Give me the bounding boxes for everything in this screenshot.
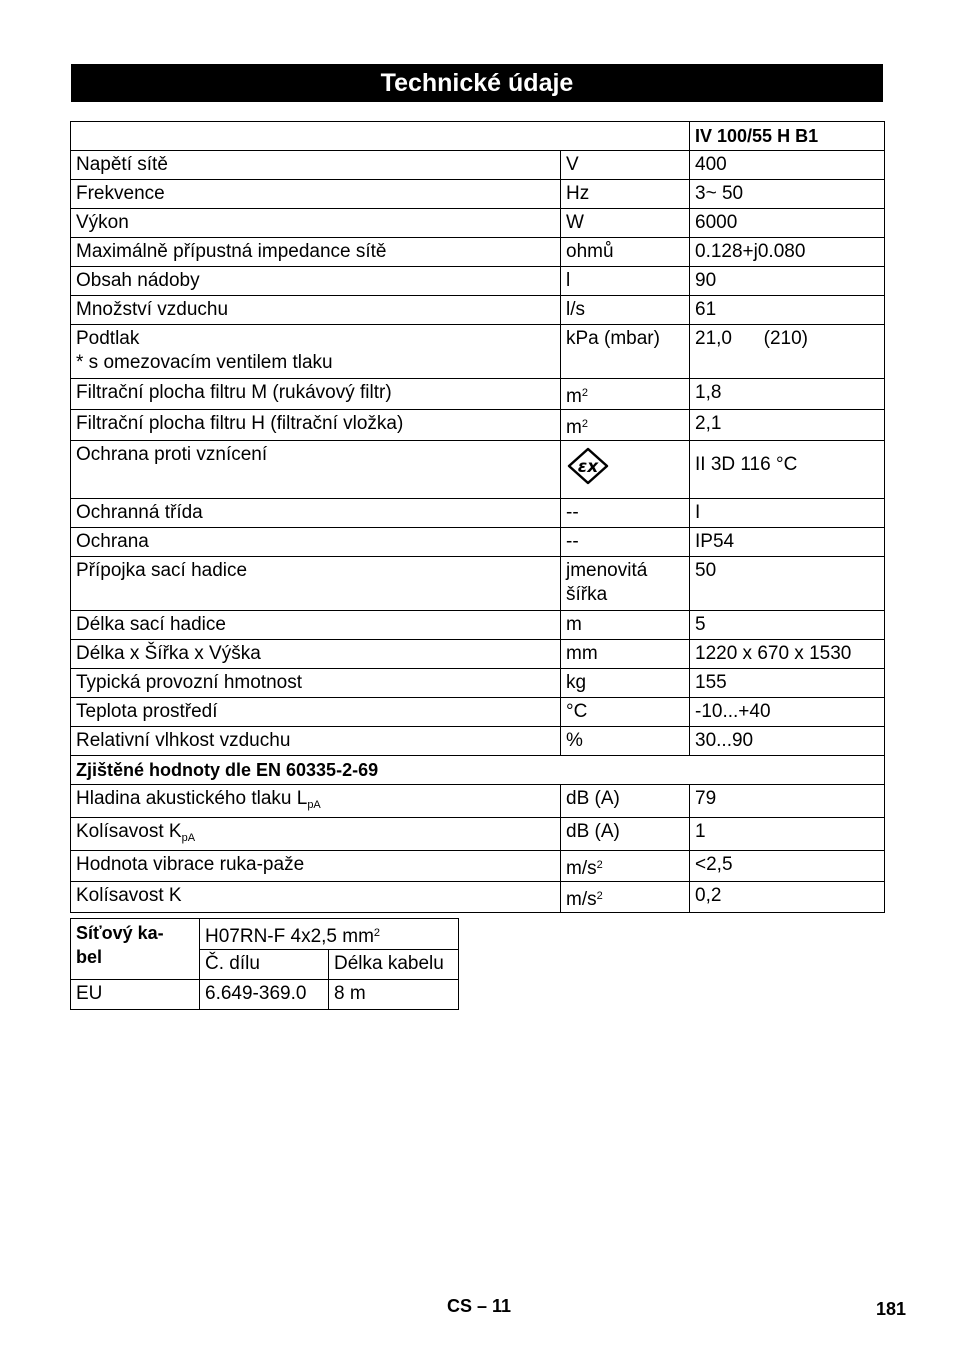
row-label: Typická provozní hmotnost	[71, 669, 561, 698]
table-row	[71, 180, 885, 209]
table-row	[71, 882, 885, 913]
unit-base: m	[566, 386, 582, 407]
table-header-row	[71, 122, 885, 151]
row-value: IP54	[690, 528, 885, 557]
row-value: 0.128+j0.080	[690, 238, 885, 267]
row-label-line1: Podtlak	[76, 328, 140, 349]
table-row	[71, 238, 885, 267]
row-value: 50	[690, 557, 885, 611]
table-row	[71, 851, 885, 882]
row-value: 155	[690, 669, 885, 698]
table-row	[71, 325, 885, 379]
table-row	[71, 499, 885, 528]
row-unit	[561, 882, 690, 913]
row-label: Přípojka sací hadice	[71, 557, 561, 611]
cable-length: 8 m	[329, 980, 459, 1010]
unit-superscript: 2	[581, 387, 588, 399]
row-unit: °C	[561, 698, 690, 727]
cable-type	[200, 919, 459, 950]
row-label: Délka sací hadice	[71, 611, 561, 640]
row-unit: dB (A)	[561, 818, 690, 851]
row-unit: V	[561, 151, 690, 180]
row-value: 0,2	[690, 882, 885, 913]
row-label: Délka x Šířka x Výška	[71, 640, 561, 669]
ex-icon	[567, 447, 609, 485]
unit-base: m/s	[566, 858, 597, 879]
table-row	[71, 980, 459, 1010]
row-unit: kg	[561, 669, 690, 698]
row-label: Kolísavost K	[71, 882, 561, 913]
row-unit	[561, 851, 690, 882]
label-subscript: pA	[181, 832, 196, 844]
table-row	[71, 267, 885, 296]
page-title: Technické údaje	[71, 64, 883, 102]
ex-value: II 3D 116 °C	[695, 454, 798, 475]
row-unit	[561, 441, 690, 499]
row-label: Filtrační plocha filtru H (filtrační vložka)	[71, 410, 561, 441]
row-label	[71, 785, 561, 818]
row-label: Filtrační plocha filtru M (rukávový filtr)	[71, 379, 561, 410]
unit-superscript: 2	[596, 859, 603, 871]
model-name: IV 100/55 H B1	[690, 122, 885, 151]
row-unit	[561, 410, 690, 441]
table-row	[71, 410, 885, 441]
row-label: Ochranná třída	[71, 499, 561, 528]
cable-label-line1: Síťový ka-	[76, 923, 164, 943]
label-base: Hladina akustického tlaku L	[76, 788, 308, 809]
row-label: Teplota prostředí	[71, 698, 561, 727]
row-value: 400	[690, 151, 885, 180]
row-value: 2,1	[690, 410, 885, 441]
row-unit-line1: jmenovitá	[566, 560, 648, 581]
row-value: 6000	[690, 209, 885, 238]
column-header-length: Délka kabelu	[329, 950, 459, 980]
row-value: 3~ 50	[690, 180, 885, 209]
table-row	[71, 698, 885, 727]
row-value	[690, 441, 885, 499]
row-unit: l	[561, 267, 690, 296]
row-label: Frekvence	[71, 180, 561, 209]
row-label	[71, 818, 561, 851]
cable-label-line2: bel	[76, 947, 103, 967]
row-value: 21,0 (210)	[690, 325, 885, 379]
row-unit: Hz	[561, 180, 690, 209]
cable-part-number: 6.649-369.0	[200, 980, 329, 1010]
row-value: -10...+40	[690, 698, 885, 727]
row-unit: kPa (mbar)	[561, 325, 690, 379]
row-label: Hodnota vibrace ruka-paže	[71, 851, 561, 882]
row-label: Relativní vlhkost vzduchu	[71, 727, 561, 756]
row-unit: %	[561, 727, 690, 756]
row-label: Množství vzduchu	[71, 296, 561, 325]
row-label: Napětí sítě	[71, 151, 561, 180]
unit-superscript: 2	[581, 418, 588, 430]
table-row	[71, 379, 885, 410]
row-value: 90	[690, 267, 885, 296]
table-row	[71, 209, 885, 238]
table-row	[71, 528, 885, 557]
table-row	[71, 151, 885, 180]
row-unit: ohmů	[561, 238, 690, 267]
cable-region: EU	[71, 980, 200, 1010]
table-row	[71, 611, 885, 640]
svg-text:εx: εx	[577, 457, 599, 477]
header-empty-cell	[71, 122, 690, 151]
row-label: Ochrana	[71, 528, 561, 557]
row-label: Maximálně přípustná impedance sítě	[71, 238, 561, 267]
row-unit: --	[561, 499, 690, 528]
table-row	[71, 441, 885, 499]
row-label: Ochrana proti vznícení	[71, 441, 561, 499]
row-value: 1220 x 670 x 1530	[690, 640, 885, 669]
table-row	[71, 640, 885, 669]
unit-base: m	[566, 417, 582, 438]
row-value: 1,8	[690, 379, 885, 410]
unit-base: m/s	[566, 889, 597, 910]
row-label	[71, 325, 561, 379]
table-row	[71, 919, 459, 950]
specs-table	[70, 121, 885, 913]
row-value: I	[690, 499, 885, 528]
row-unit: l/s	[561, 296, 690, 325]
row-value: 30...90	[690, 727, 885, 756]
row-label-line2: * s omezovacím ventilem tlaku	[76, 352, 333, 373]
column-header-part: Č. dílu	[200, 950, 329, 980]
section-title: Zjištěné hodnoty dle EN 60335-2-69	[71, 756, 885, 785]
label-base: Kolísavost K	[76, 821, 182, 842]
unit-superscript: 2	[596, 890, 603, 902]
row-value: 1	[690, 818, 885, 851]
page-number: 181	[876, 1299, 907, 1319]
row-unit: W	[561, 209, 690, 238]
row-unit	[561, 557, 690, 611]
row-value: 61	[690, 296, 885, 325]
label-subscript: pA	[307, 799, 321, 811]
cable-table	[70, 918, 459, 1010]
table-row	[71, 557, 885, 611]
table-row	[71, 785, 885, 818]
cable-label	[71, 919, 200, 980]
row-unit: dB (A)	[561, 785, 690, 818]
row-value: 79	[690, 785, 885, 818]
table-row	[71, 669, 885, 698]
row-label: Výkon	[71, 209, 561, 238]
section-header-row	[71, 756, 885, 785]
cable-type-superscript: 2	[373, 927, 381, 939]
row-value: <2,5	[690, 851, 885, 882]
row-value: 5	[690, 611, 885, 640]
row-unit	[561, 379, 690, 410]
row-label: Obsah nádoby	[71, 267, 561, 296]
cable-type-base: H07RN-F 4x2,5 mm	[205, 926, 374, 947]
row-unit-line2: šířka	[566, 584, 608, 605]
table-row	[71, 727, 885, 756]
row-unit: --	[561, 528, 690, 557]
table-row	[71, 818, 885, 851]
table-row	[71, 296, 885, 325]
row-unit: mm	[561, 640, 690, 669]
footer-section-label: CS – 11	[447, 1296, 512, 1316]
row-unit: m	[561, 611, 690, 640]
